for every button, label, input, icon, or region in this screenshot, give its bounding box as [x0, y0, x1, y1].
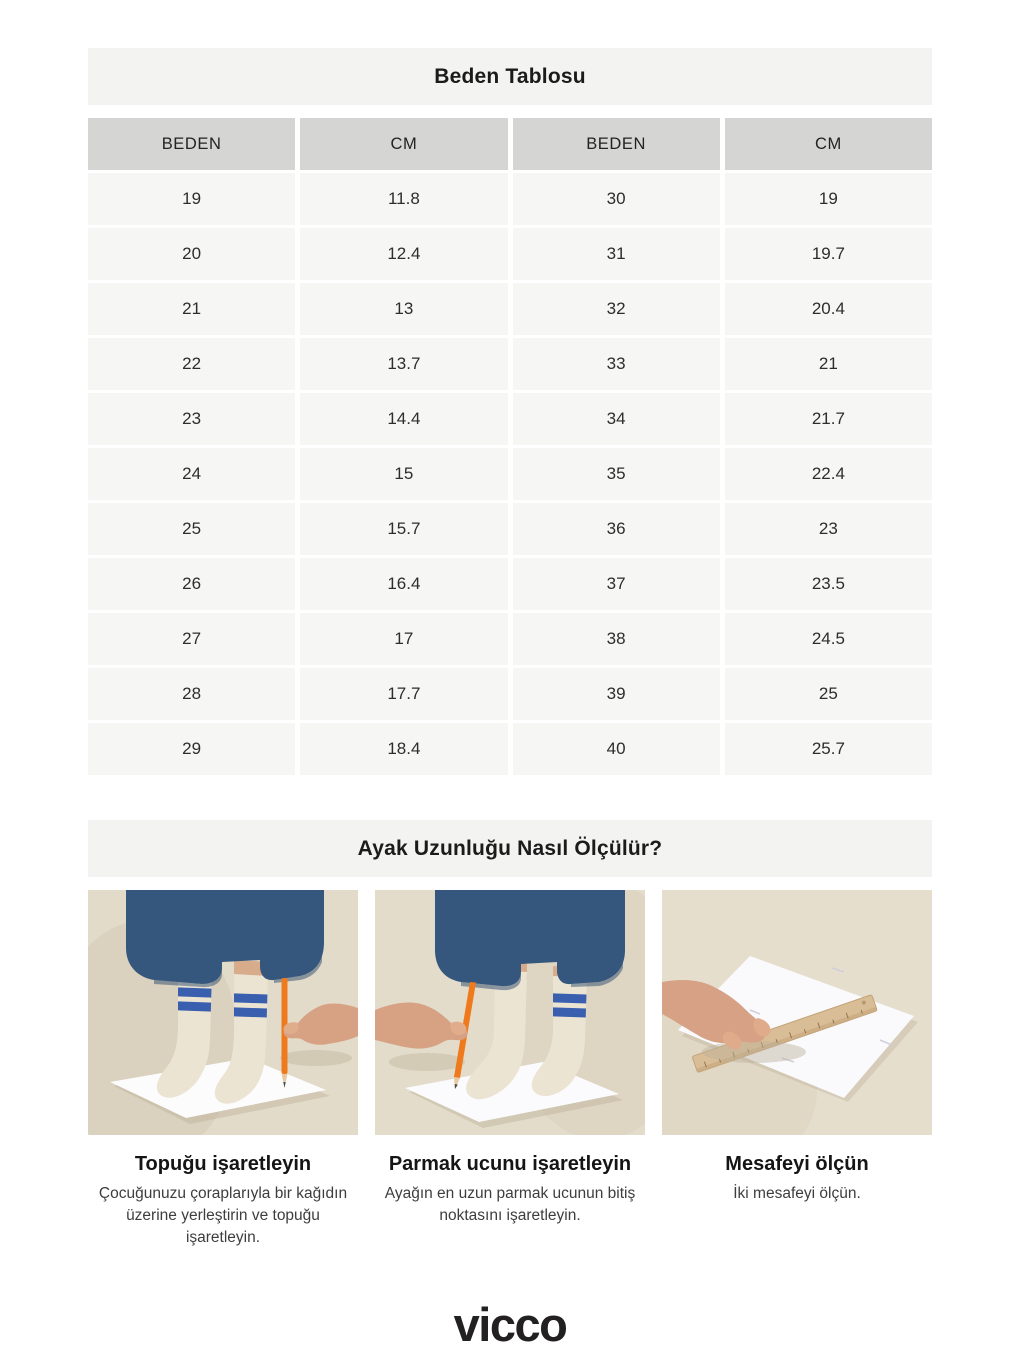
cm-cell: 15 [300, 448, 507, 500]
size-cell: 22 [88, 338, 295, 390]
cm-cell: 24.5 [725, 613, 932, 665]
size-cell: 20 [88, 228, 295, 280]
brand-footer [0, 1298, 1020, 1360]
cm-cell: 18.4 [300, 723, 507, 775]
instruction-step-measure [662, 890, 932, 1249]
size-table-title-bar [88, 48, 932, 105]
cm-cell: 22.4 [725, 448, 932, 500]
size-cell: 38 [513, 613, 720, 665]
cm-cell: 12.4 [300, 228, 507, 280]
hand-shadow [280, 1050, 352, 1066]
step-body: İki mesafeyi ölçün. [733, 1185, 861, 1202]
size-cell: 29 [88, 723, 295, 775]
size-cell: 23 [88, 393, 295, 445]
step-body: Ayağın en uzun parmak ucunun bitiş noktasını işaretleyin. [384, 1185, 636, 1224]
step-heading: Topuğu işaretleyin [134, 1153, 312, 1175]
cm-cell: 13 [300, 283, 507, 335]
step-body: Çocuğunuzu çoraplarıyla bir kağıdın üzerine yerleştirin ve topuğu işaretleyin. [98, 1185, 348, 1246]
cm-cell: 25 [725, 668, 932, 720]
cm-cell: 25.7 [725, 723, 932, 775]
size-cell: 36 [513, 503, 720, 555]
size-cell: 26 [88, 558, 295, 610]
column-header: BEDEN [513, 118, 720, 170]
size-table-title: Beden Tablosu [434, 64, 586, 88]
cm-cell: 23.5 [725, 558, 932, 610]
instruction-step-mark-toe [375, 890, 645, 1249]
step-heading: Mesafeyi ölçün [725, 1153, 869, 1175]
size-cell: 34 [513, 393, 720, 445]
cm-cell: 21.7 [725, 393, 932, 445]
size-cell: 35 [513, 448, 720, 500]
size-cell: 27 [88, 613, 295, 665]
cm-cell: 11.8 [300, 173, 507, 225]
column-header: CM [300, 118, 507, 170]
cm-cell: 19.7 [725, 228, 932, 280]
size-cell: 30 [513, 173, 720, 225]
size-cell: 28 [88, 668, 295, 720]
size-cell: 37 [513, 558, 720, 610]
size-cell: 39 [513, 668, 720, 720]
measure-section-title: Ayak Uzunluğu Nasıl Ölçülür? [357, 836, 663, 860]
cm-cell: 23 [725, 503, 932, 555]
mark-heel-photo [88, 890, 358, 1135]
cm-cell: 14.4 [300, 393, 507, 445]
size-cell: 25 [88, 503, 295, 555]
column-header: BEDEN [88, 118, 295, 170]
size-cell: 40 [513, 723, 720, 775]
size-cell: 33 [513, 338, 720, 390]
cm-cell: 20.4 [725, 283, 932, 335]
hand-shadow [389, 1053, 465, 1071]
hand-shadow [702, 1041, 806, 1063]
cm-cell: 15.7 [300, 503, 507, 555]
instruction-step-mark-heel [88, 890, 358, 1249]
cm-cell: 17.7 [300, 668, 507, 720]
size-table [88, 118, 932, 775]
measure-section-title-bar [88, 820, 932, 877]
size-cell: 21 [88, 283, 295, 335]
size-cell: 31 [513, 228, 720, 280]
cm-cell: 13.7 [300, 338, 507, 390]
size-cell: 32 [513, 283, 720, 335]
cm-cell: 16.4 [300, 558, 507, 610]
measure-distance-photo [662, 890, 932, 1135]
size-cell: 24 [88, 448, 295, 500]
vicco-logo: vicco [453, 1298, 567, 1351]
cm-cell: 17 [300, 613, 507, 665]
cm-cell: 21 [725, 338, 932, 390]
mark-toe-photo [375, 890, 645, 1135]
cm-cell: 19 [725, 173, 932, 225]
step-heading: Parmak ucunu işaretleyin [388, 1153, 632, 1175]
instruction-steps [88, 890, 932, 1249]
column-header: CM [725, 118, 932, 170]
size-cell: 19 [88, 173, 295, 225]
